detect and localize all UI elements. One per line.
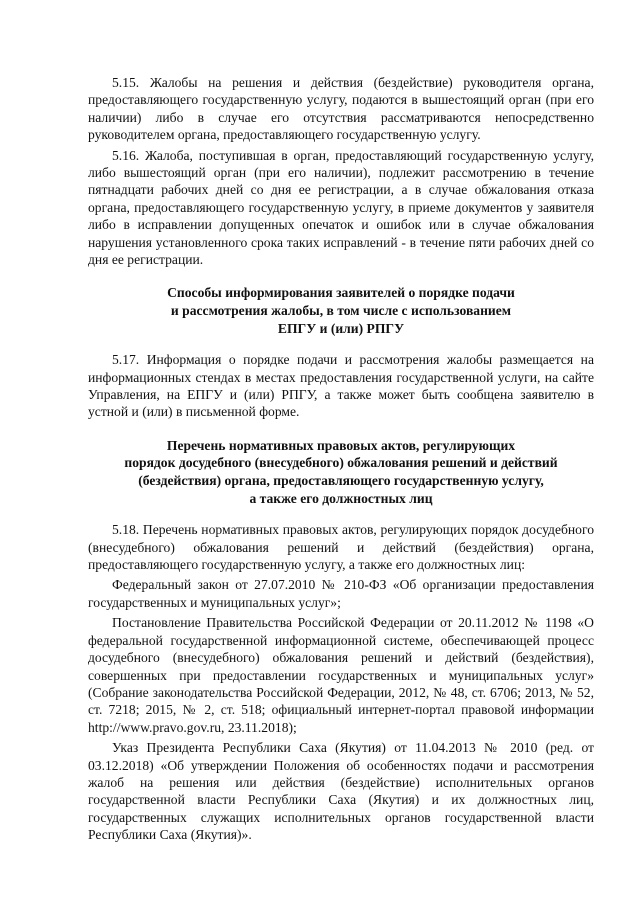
heading-line: и рассмотрения жалобы, в том числе с использованием bbox=[170, 303, 512, 319]
heading-line: (бездействия) органа, предоставляющего государственную услугу, bbox=[138, 473, 544, 489]
heading-line: а также его должностных лиц bbox=[249, 490, 433, 506]
heading-line: ЕПГУ и (или) РПГУ bbox=[277, 320, 405, 336]
paragraph-federal-law: Федеральный закон от 27.07.2010 № 210-ФЗ «Об организации предоставления государственных и муниципальных услуг»; bbox=[88, 577, 594, 610]
paragraph-government-resolution: Постановление Правительства Российской Федерации от 20.11.2012 № 1198 «О федеральной государственной информационной системе, обеспечивающей процесс досудебного (внесудебного) обжалования решений и действий (бездействия), совершенных при предоставлении государственных и муниципальных услуг» (Собрание законодательства Российской Федерации, 2012, № 48, ст. 6706; 2013, № 52, ст. 7218; 2015, № 2, ст. 518; официальный интернет-портал правовой информации http://www.pravo.gov.ru, 23.11.2018); bbox=[88, 615, 594, 735]
section-heading-legal-acts bbox=[88, 437, 594, 507]
section-heading-informing bbox=[88, 284, 594, 337]
paragraph-presidential-decree: Указ Президента Республики Саха (Якутия) от 11.04.2013 № 2010 (ред. от 03.12.2018) «Об утверждении Положения об особенностях подачи и рассмотрения жалоб на решения или действия (бездействие) исполнительных органов государственной власти Республики Саха (Якутия) и их должностных лиц, государственных служащих исполнительных органов государственной власти Республики Саха (Якутия)». bbox=[88, 740, 594, 843]
heading-line: порядок досудебного (внесудебного) обжалования решений и действий bbox=[124, 455, 558, 471]
paragraph-5-16: 5.16. Жалоба, поступившая в орган, предоставляющий государственную услугу, либо вышестоящий орган (при его наличии), подлежит рассмотрению в течение пятнадцати рабочих дней со дня ее регистрации, а в случае обжалования отказа органа, предоставляющего государственную услугу, в приеме документов у заявителя либо в исправлении допущенных опечаток и ошибок или в случае обжалования нарушения установленного срока таких исправлений - в течение пяти рабочих дней со дня ее регистрации. bbox=[88, 147, 594, 268]
heading-line: Перечень нормативных правовых актов, регулирующих bbox=[166, 437, 516, 453]
paragraph-5-18: 5.18. Перечень нормативных правовых актов, регулирующих порядок досудебного (внесудебного) обжалования решений и действий (бездействия) органа, предоставляющего государственную услугу, а также его должностных лиц: bbox=[88, 522, 594, 573]
heading-line: Способы информирования заявителей о порядке подачи bbox=[167, 285, 515, 301]
paragraph-5-17: 5.17. Информация о порядке подачи и рассмотрения жалобы размещается на информационных стендах в местах предоставления государственной услуги, на сайте Управления, на ЕПГУ и (или) РПГУ, а также может быть сообщена заявителю в устной и (или) в письменной форме. bbox=[88, 352, 594, 420]
paragraph-5-15: 5.15. Жалобы на решения и действия (бездействие) руководителя органа, предоставляющего государственную услугу, подаются в вышестоящий орган (при его наличии) либо в случае его отсутствия рассматриваются непосредственно руководителем органа, предоставляющего государственную услугу. bbox=[88, 75, 594, 143]
